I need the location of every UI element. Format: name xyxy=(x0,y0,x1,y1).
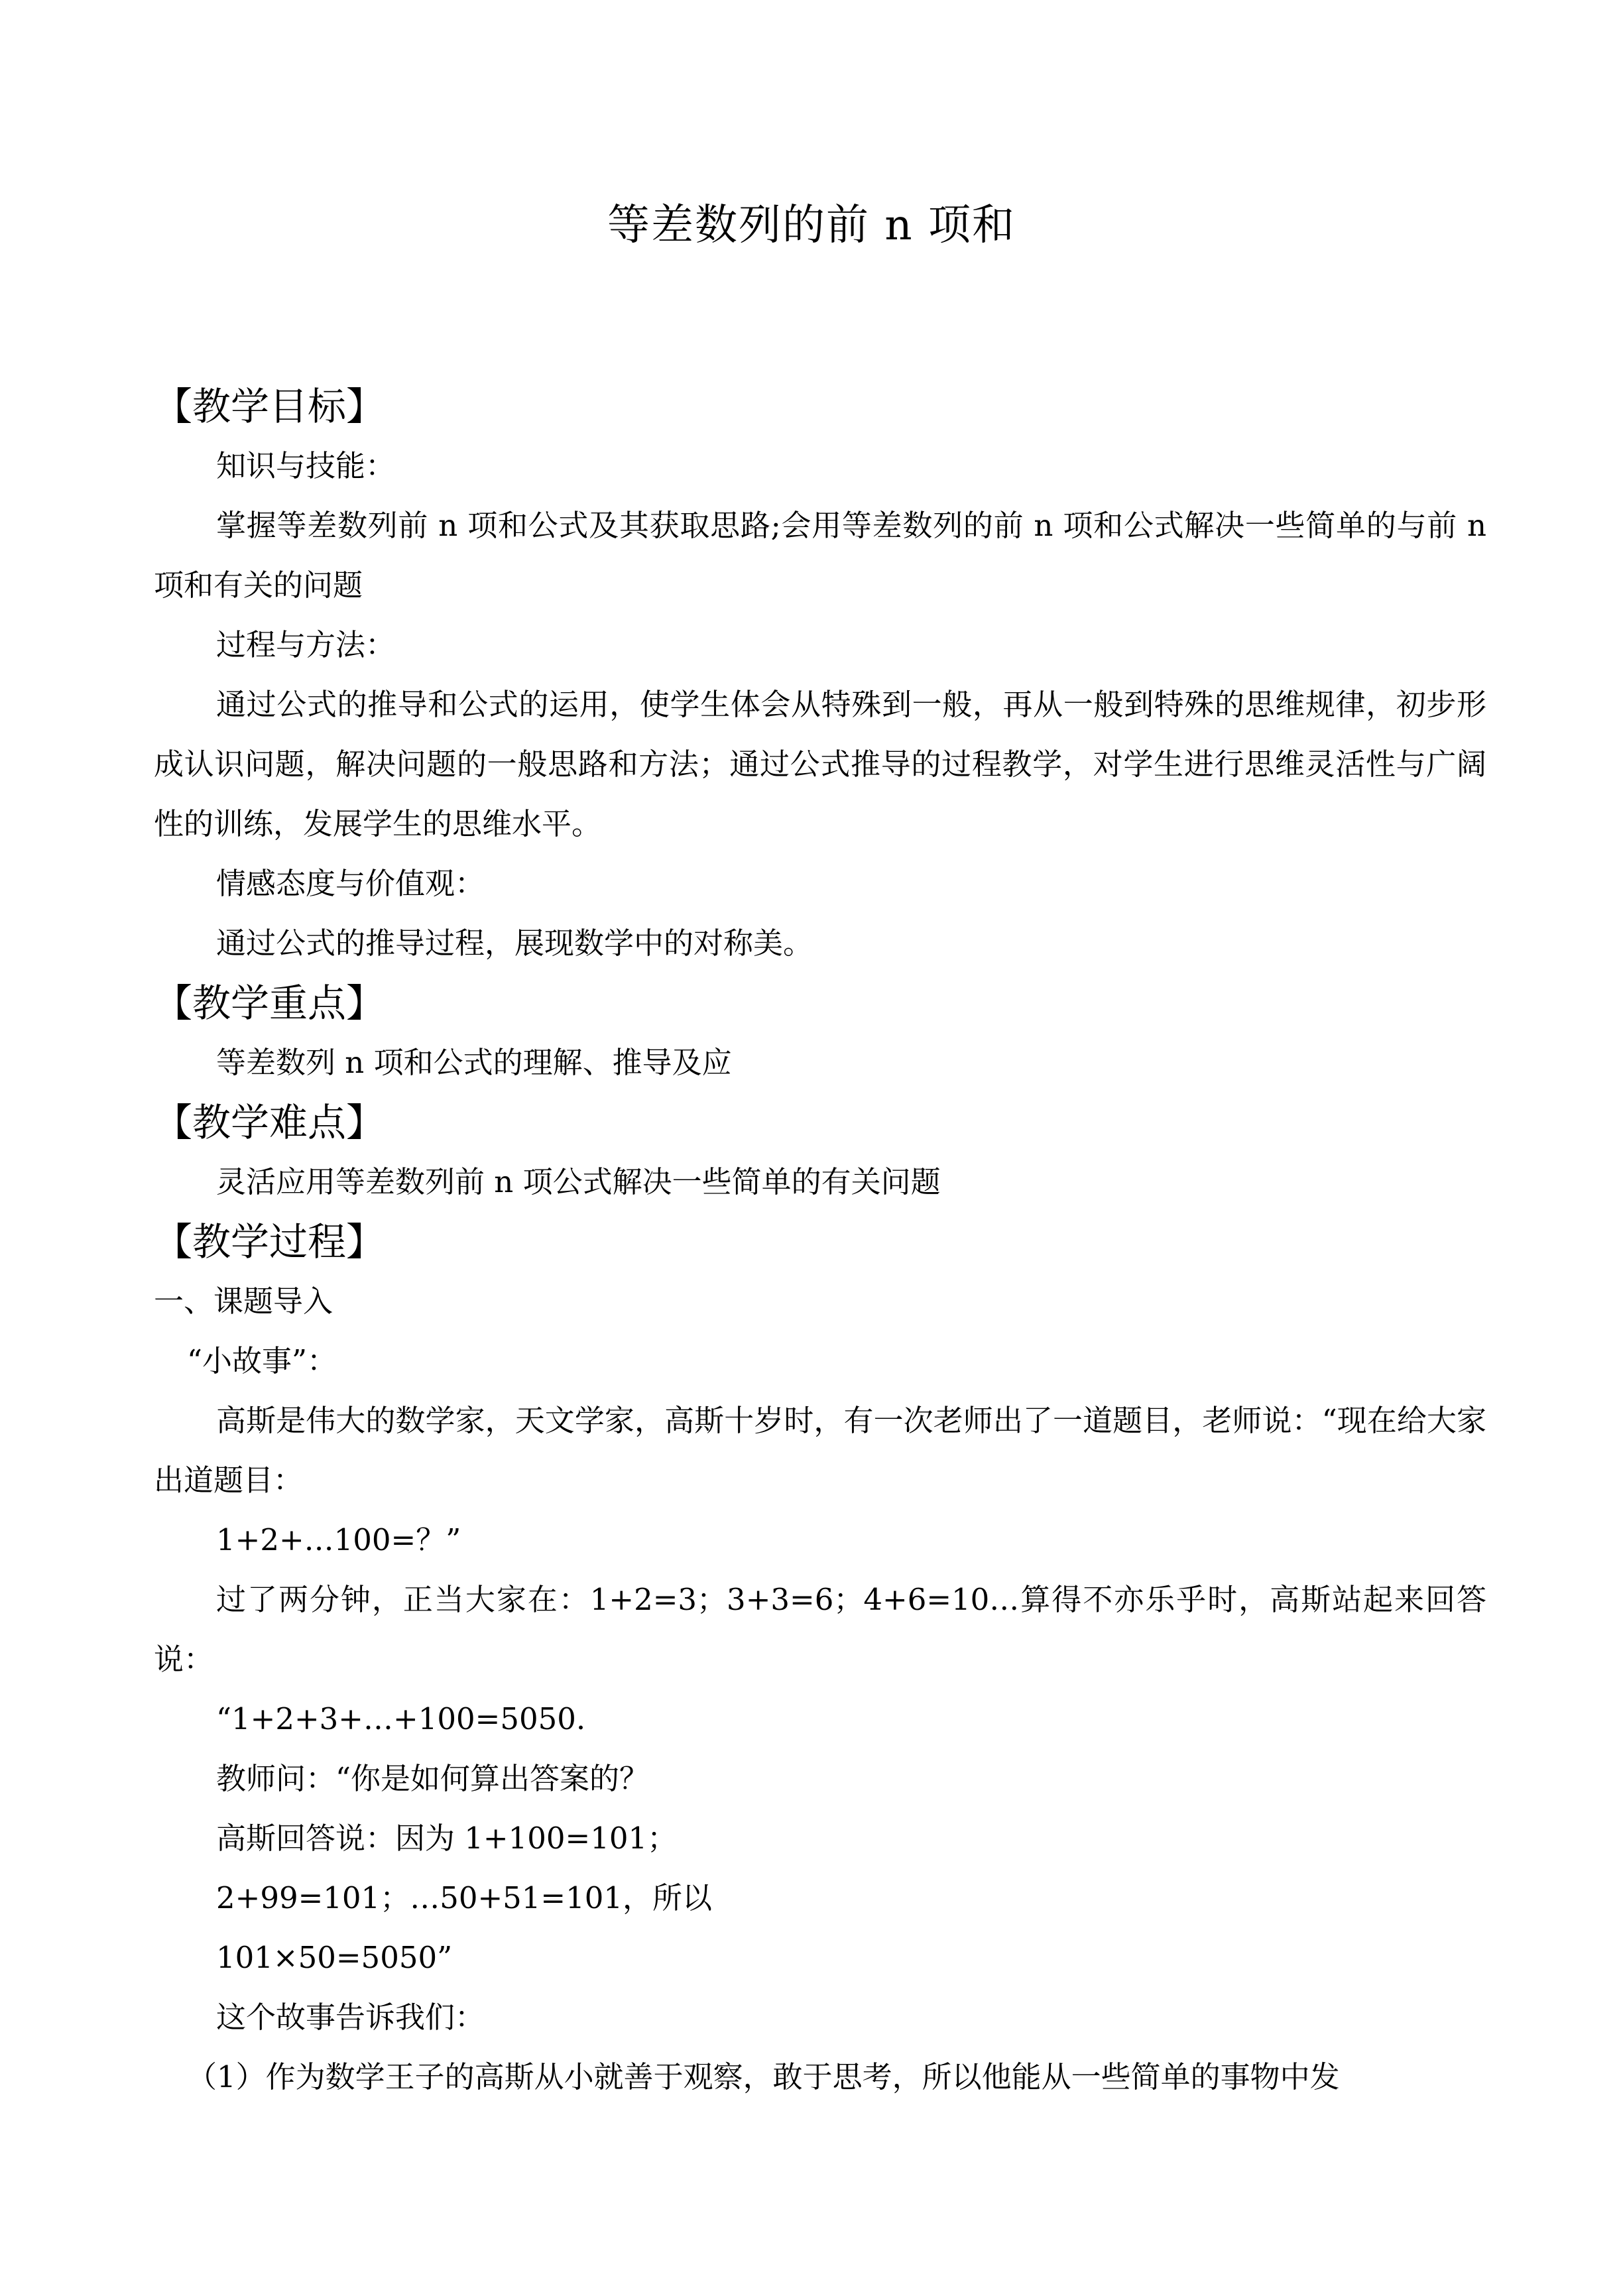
story-paragraph-10: （1）作为数学王子的高斯从小就善于观察，敢于思考，所以他能从一些简单的事物中发 xyxy=(187,2059,1340,2094)
emotion-label: 情感态度与价值观： xyxy=(216,866,485,901)
document-title: 等差数列的前 n 项和 xyxy=(607,201,1016,250)
document-body xyxy=(154,377,1486,2107)
story-label: “小故事”： xyxy=(187,1343,337,1378)
key-points-heading: 【教学重点】 xyxy=(154,981,385,1026)
knowledge-label: 知识与技能： xyxy=(216,448,396,483)
story-paragraph-4: “1+2+3+…+100=5050. xyxy=(216,1701,586,1736)
process-method-label: 过程与方法： xyxy=(216,627,396,662)
difficulty-heading: 【教学难点】 xyxy=(154,1100,385,1145)
emotion-text: 通过公式的推导过程，展现数学中的对称美。 xyxy=(216,926,813,961)
process-method-text: 通过公式的推导和公式的运用，使学生体会从特殊到一般，再从一般到特殊的思维规律，初步形成认识问题，解决问题的一般思路和方法；通过公式推导的过程教学，对学生进行思维灵活性与广阔性的训练，发展学生的思维水平。 xyxy=(154,687,1486,841)
key-points-text: 等差数列 n 项和公式的理解、推导及应 xyxy=(216,1045,732,1080)
difficulty-text: 灵活应用等差数列前 n 项公式解决一些简单的有关问题 xyxy=(216,1164,941,1199)
teaching-process-heading: 【教学过程】 xyxy=(154,1219,385,1264)
story-paragraph-8: 101×50=5050” xyxy=(216,1940,453,1975)
story-paragraph-1: 高斯是伟大的数学家，天文学家，高斯十岁时，有一次老师出了一道题目，老师说：“现在给大家出道题目： xyxy=(154,1403,1486,1498)
story-paragraph-2: 1+2+…100=？” xyxy=(216,1522,461,1557)
objectives-heading: 【教学目标】 xyxy=(154,384,385,429)
story-paragraph-5: 教师问：“你是如何算出答案的？ xyxy=(216,1761,650,1796)
story-paragraph-7: 2+99=101；…50+51=101，所以 xyxy=(216,1880,713,1915)
knowledge-text: 掌握等差数列前 n 项和公式及其获取思路;会用等差数列的前 n 项和公式解决一些简单的与前 n 项和有关的问题 xyxy=(154,508,1486,603)
story-paragraph-3: 过了两分钟，正当大家在：1+2=3；3+3=6；4+6=10…算得不亦乐乎时，高斯站起来回答说： xyxy=(154,1582,1486,1677)
story-paragraph-6: 高斯回答说：因为 1+100=101； xyxy=(216,1821,678,1856)
story-paragraph-9: 这个故事告诉我们： xyxy=(216,2000,485,2035)
intro-label: 一、课题导入 xyxy=(154,1284,333,1319)
